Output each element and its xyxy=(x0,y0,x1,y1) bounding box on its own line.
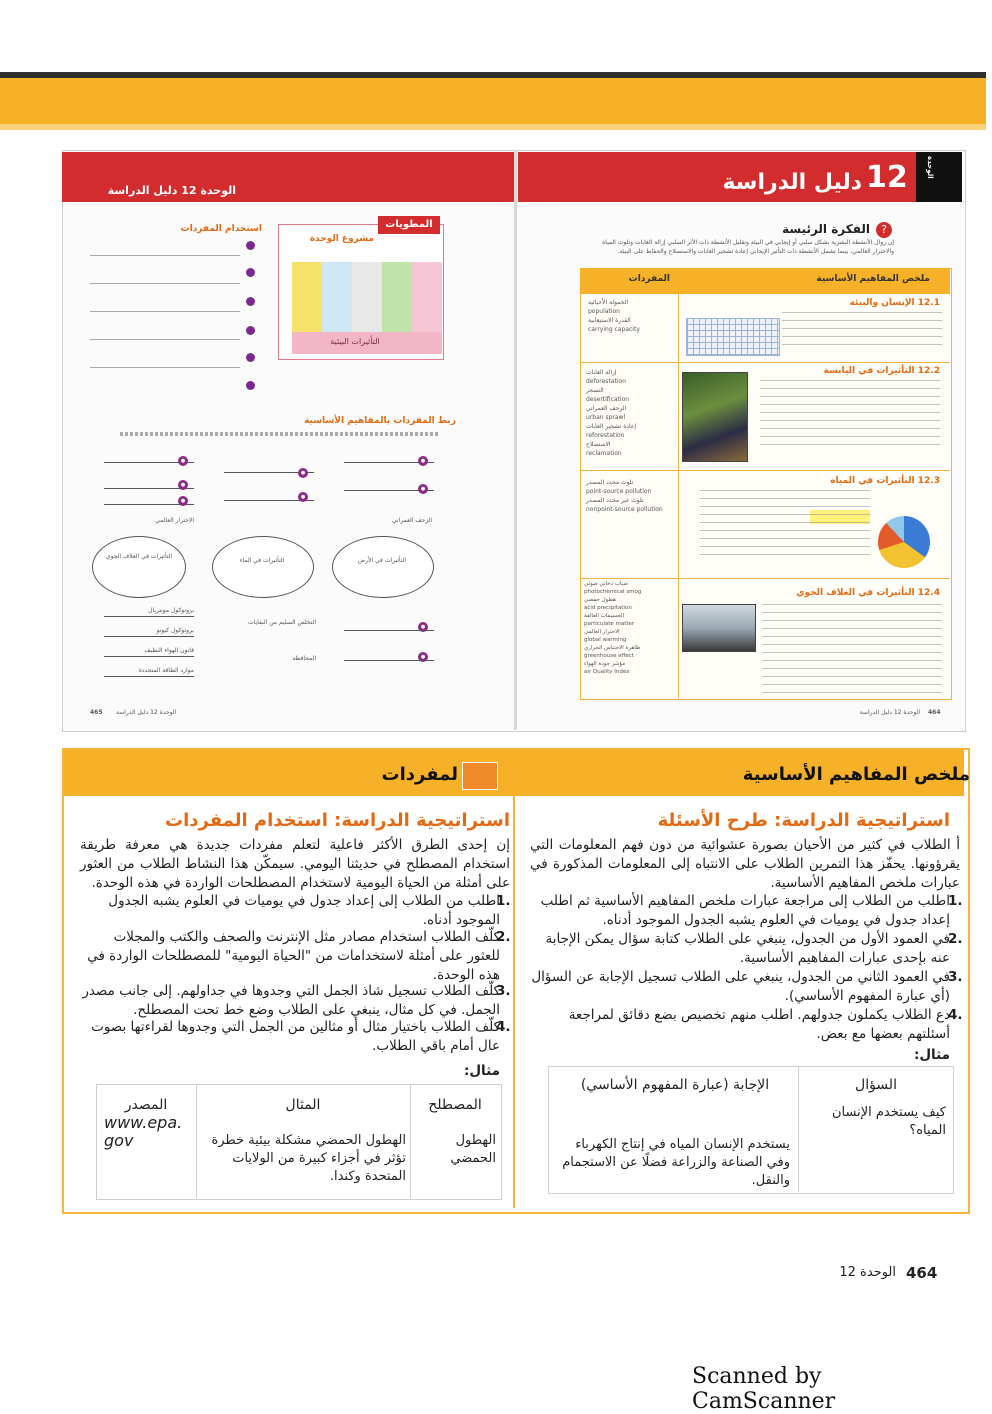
vocab-term: nonpoint-source pollution xyxy=(586,506,663,513)
vocab-term: reforestation xyxy=(586,432,625,439)
section-12-1-title xyxy=(770,298,940,308)
questions-intro: أ الطلاب في كثير من الأحيان بصورة عشوائية من دون فهم المعلومات التي يقرؤونها. يحفّز هذا التمرين الطلاب على الانتباه إلى المعلومات المذكورة في عبارات ملخص المفاهيم الأساسية. xyxy=(530,837,960,891)
number-marker: ● xyxy=(298,468,308,478)
vocab-term: deforestation xyxy=(586,378,626,385)
map-line xyxy=(104,676,194,677)
section-title: التأثيرات في الغلاف الجوي xyxy=(796,588,915,598)
questions-table-header-question: السؤال xyxy=(855,1077,897,1093)
bullet-icon xyxy=(246,381,255,390)
number-marker: ● xyxy=(418,622,428,632)
vocab-term: هطول حمضي xyxy=(584,597,616,603)
vocab-term: global warming xyxy=(584,637,627,643)
right-page-title: دليل الدراسة xyxy=(722,170,862,195)
unit-label: الوحدة 12 xyxy=(839,1265,896,1280)
section-title: الإنسان والبيئة xyxy=(849,298,915,308)
vocab-term: إزالة الغابات xyxy=(586,369,617,376)
vocab-term: photochemical smog xyxy=(584,589,642,595)
bullet-icon xyxy=(246,326,255,335)
side-tab-label: الوحدة xyxy=(926,156,934,179)
vocab-strategy-title: استراتيجية الدراسة: استخدام المفردات xyxy=(165,810,510,831)
table-divider xyxy=(798,1066,799,1192)
vocab-term: population xyxy=(588,308,620,315)
map-label: موارد الطاقة المتجددة xyxy=(138,667,194,674)
section-12-3-vocab xyxy=(586,478,680,514)
spread-gutter xyxy=(514,150,517,730)
big-idea-text: إن زوال الأنشطة البشرية بشكل سلبي أو إيجابي في البيئة وتقليل الأنشطة ذات الأثر السلبي إزالة الغابات وتلوث المياه والاحترار العالمي، بينما تشمل الأنشطة ذات التأثير الإيجابي إعادة تشجير الغابات والاستصلاح والحفاظ على البيئة. xyxy=(602,239,894,255)
section-12-1-vocab xyxy=(588,298,674,334)
vocab-item-3-number: 3. xyxy=(496,983,511,999)
summary-vocab-head: المفردات xyxy=(628,274,670,284)
vocab-term: إعادة تشجير الغابات xyxy=(586,423,637,430)
top-orange-band-light xyxy=(0,124,986,130)
questions-item-4-number: 4. xyxy=(948,1007,963,1023)
right-page-number: 464 xyxy=(928,709,941,716)
left-page-title: الوحدة 12 دليل الدراسة xyxy=(107,184,236,197)
vocab-term: القدرة الاستيعابية xyxy=(588,317,631,324)
vocab-table-header-source: المصدر xyxy=(124,1097,168,1113)
table-divider xyxy=(196,1084,197,1198)
vocab-term: carrying capacity xyxy=(588,326,640,333)
vocab-term: urban sprawl xyxy=(586,414,626,421)
questions-item-1-number: 1. xyxy=(948,893,963,909)
foldables-subtitle: مشروع الوحدة xyxy=(309,234,374,244)
vocab-term: ظاهرة الاحتباس الحراري xyxy=(584,645,641,651)
section-12-2-vocab xyxy=(586,368,676,458)
section-12-3-title xyxy=(770,476,940,486)
section-number: 12.1 xyxy=(917,298,940,308)
number-marker: ● xyxy=(178,496,188,506)
bullet-icon xyxy=(246,268,255,277)
vocab-item-1: اطلب من الطلاب إلى إعداد جدول في يوميات في العلوم يشبه الجدول الموجود أدناه. xyxy=(108,893,500,928)
number-marker: ● xyxy=(178,456,188,466)
vocab-table-header-example: المثال xyxy=(285,1097,321,1113)
bullet-icon xyxy=(246,241,255,250)
tree-planting-photo xyxy=(682,372,748,462)
vocab-item-1-number: 1. xyxy=(496,893,511,909)
vocab-term: الاستصلاح xyxy=(586,441,611,448)
ellipse-label: التأثيرات في الغلاف الجوي xyxy=(105,553,173,560)
questions-table-answer-cell: يستخدم الإنسان المياه في إنتاج الكهرباء وفي الصناعة والزراعة فضلًا عن الاستجمام والنقل. xyxy=(562,1137,790,1188)
map-label: قانون الهواء النظيف xyxy=(144,647,194,654)
ellipse-label: التأثيرات في الأرض xyxy=(357,557,407,564)
bullet-icon xyxy=(246,297,255,306)
concept-ellipse-water xyxy=(212,536,314,598)
section-text-lines xyxy=(762,604,942,694)
instruction-line xyxy=(120,432,440,436)
number-marker: ● xyxy=(418,456,428,466)
map-line xyxy=(344,660,434,661)
number-marker: ● xyxy=(298,492,308,502)
map-line xyxy=(344,630,434,631)
vocab-term: الحمولة الأحيائية xyxy=(588,299,629,306)
top-orange-band xyxy=(0,78,986,124)
map-label: الزحف العمراني xyxy=(391,517,432,524)
questions-item-4: دع الطلاب يكملون جدولهم. اطلب منهم تخصيص بضع دقائق لمراجعة أسئلتهم بعضها مع بعض. xyxy=(568,1007,950,1042)
vocab-example-label: مثال: xyxy=(463,1063,500,1079)
vocab-term: acid precipitation xyxy=(584,605,632,611)
concept-ellipse-land xyxy=(332,536,434,598)
notes-column-divider xyxy=(513,796,515,1208)
page-number: 464 xyxy=(906,1264,938,1282)
questions-table-question-cell: كيف يستخدم الإنسان المياه؟ xyxy=(832,1105,946,1138)
questions-item-2: في العمود الأول من الجدول، ينبغي على الطلاب كتابة سؤال يمكن الإجابة عنه بإحدى عبارات المفاهيم الأساسية. xyxy=(545,931,950,966)
vocab-term: التصحر xyxy=(586,387,604,394)
vocab-table-example-cell: الهطول الحمضي مشكلة بيئية خطرة تؤثر في أجزاء كبيرة من الولايات المتحدة وكندا. xyxy=(211,1133,406,1184)
questions-item-1: اطلب من الطلاب إلى مراجعة عبارات ملخص المفاهيم الأساسية ثم اطلب إعداد جدول في يوميات في العلوم يشبه الجدول الموجود أدناه. xyxy=(540,893,950,928)
map-label: بروتوكول مونتريال xyxy=(148,607,194,614)
vocab-item-3: كلّف الطلاب تسجيل شاذ الجمل التي وجدوها في جداولهم. إلى جانب مصدر الجمل. في كل مثال، ينبغي على الطلاب وضع خط تحت المصطلح. xyxy=(82,983,500,1018)
section-12-2-title xyxy=(770,366,940,376)
section-number: 12.4 xyxy=(917,588,940,598)
car-photo xyxy=(682,604,756,652)
section-text-lines xyxy=(782,312,942,352)
vocab-item-2-number: 2. xyxy=(496,929,511,945)
map-label: المحافظة xyxy=(292,655,316,662)
questions-table-header-answer: الإجابة (عبارة المفهوم الأساسي) xyxy=(580,1077,770,1093)
water-use-pie-thumbnail xyxy=(878,516,930,568)
population-chart-thumbnail xyxy=(686,318,780,356)
summary-row-line xyxy=(580,578,950,579)
vocab-table-term-cell: الهطول الحمضي xyxy=(450,1133,496,1166)
vocab-table-header-term: المصطلح xyxy=(428,1097,482,1113)
map-line xyxy=(104,616,194,617)
section-12-4-title xyxy=(770,588,940,598)
vocab-answer-lines xyxy=(90,244,240,394)
map-line xyxy=(104,636,194,637)
vocab-term: تلوث محدد المصدر xyxy=(586,479,634,486)
section-number: 12.3 xyxy=(917,476,940,486)
vocab-term: الاحترار العالمي xyxy=(584,629,620,635)
notes-head-concepts: ملخص المفاهيم الأساسية xyxy=(742,764,970,785)
vocab-term: particulate matter xyxy=(584,621,635,627)
big-idea-icon: ? xyxy=(876,222,892,238)
vocab-term: الجسيمات العالقة xyxy=(584,613,625,619)
section-title: التأثيرات في اليابسة xyxy=(823,366,915,376)
section-text-lines xyxy=(700,490,870,560)
vocab-term: desertification xyxy=(586,396,630,403)
questions-example-label: مثال: xyxy=(913,1047,950,1063)
number-marker: ● xyxy=(178,480,188,490)
chapter-number: 12 xyxy=(866,160,908,195)
big-idea-heading: الفكرة الرئيسة xyxy=(782,222,870,236)
bullet-icon xyxy=(246,353,255,362)
section-12-4-vocab xyxy=(584,580,680,676)
questions-item-3: في العمود الثاني من الجدول، ينبغي على الطلاب تسجيل الإجابة عن السؤال (أي عبارة المفهوم الأساسي). xyxy=(531,969,950,1004)
foldables-label: المطويات xyxy=(378,216,440,234)
vocabulary-icon xyxy=(462,762,498,790)
vocab-item-2: كلّف الطلاب استخدام مصادر مثل الإنترنت والصحف والكتب والمجلات للعثور على أمثلة لاستخدامات من "الحياة اليومية" للمصطلحات الواردة في هذه الوحدة. xyxy=(87,929,500,983)
vocab-term: تلوث غير محدد المصدر xyxy=(586,497,644,504)
concept-map-heading: ربط المفردات بالمفاهيم الأساسية xyxy=(304,416,456,426)
map-line xyxy=(104,656,194,657)
section-number: 12.2 xyxy=(917,366,940,376)
left-page-footer: الوحدة 12 دليل الدراسة xyxy=(116,709,177,716)
vocab-term: greenhouse effect xyxy=(584,653,634,659)
vocab-term: point-source pollution xyxy=(586,488,652,495)
table-divider xyxy=(410,1084,411,1198)
section-title: التأثيرات في المياه xyxy=(830,476,915,486)
number-marker: ● xyxy=(418,484,428,494)
vocab-intro: إن إحدى الطرق الأكثر فاعلية لتعلم مفردات جديدة هي معرفة طريقة استخدام المصطلح في حديثنا اليومي. سيمكّن هذا النشاط الطلاب من العثور على أمثلة من الحياة اليومية لاستخدام المصطلحات الواردة في هذه الوحدة. xyxy=(80,837,510,891)
summary-concepts-head: ملخص المفاهيم الأساسية xyxy=(816,274,930,284)
questions-item-3-number: 3. xyxy=(948,969,963,985)
questions-strategy-title: استراتيجية الدراسة: طرح الأسئلة xyxy=(657,810,950,831)
scanner-watermark: Scanned by CamScanner xyxy=(692,1364,836,1414)
number-marker: ● xyxy=(418,652,428,662)
ellipse-label: التأثيرات في الماء xyxy=(239,557,285,564)
vocab-term: air Quality Index xyxy=(584,669,630,675)
map-label: التخلص السليم من النفايات xyxy=(248,619,316,626)
vocab-term: ضباب دخاني ضوئي xyxy=(584,581,628,587)
use-vocab-heading: استخدام المفردات xyxy=(180,224,262,234)
vocab-table-source-cell: www.epa.gov xyxy=(104,1113,183,1150)
left-page-number: 465 xyxy=(90,709,103,716)
map-label: الاحترار العالمي xyxy=(155,517,194,524)
vocab-term: reclamation xyxy=(586,450,622,457)
summary-row-line xyxy=(580,362,950,363)
vocab-item-4-number: 4. xyxy=(496,1019,511,1035)
vocab-item-4: كلّف الطلاب باختيار مثال أو مثالين من الجمل التي وجدوها لقراءتها بصوت عال أمام باقي الطلاب. xyxy=(91,1019,500,1054)
chapter-side-tab xyxy=(916,152,962,202)
vocab-term: الزحف العمراني xyxy=(586,405,627,412)
notes-head-vocab: لمفردات xyxy=(381,764,458,785)
foldables-graphic xyxy=(292,262,442,332)
foldables-caption: التأثيرات البيئية xyxy=(330,337,380,346)
concept-ellipse-atmosphere xyxy=(92,536,186,598)
right-page-footer: الوحدة 12 دليل الدراسة xyxy=(859,709,920,716)
questions-item-2-number: 2. xyxy=(948,931,963,947)
vocab-term: مؤشر جودة الهواء xyxy=(584,661,626,667)
section-text-lines xyxy=(760,380,940,450)
map-label: بروتوكول كيوتو xyxy=(156,627,194,634)
summary-row-line xyxy=(580,470,950,471)
